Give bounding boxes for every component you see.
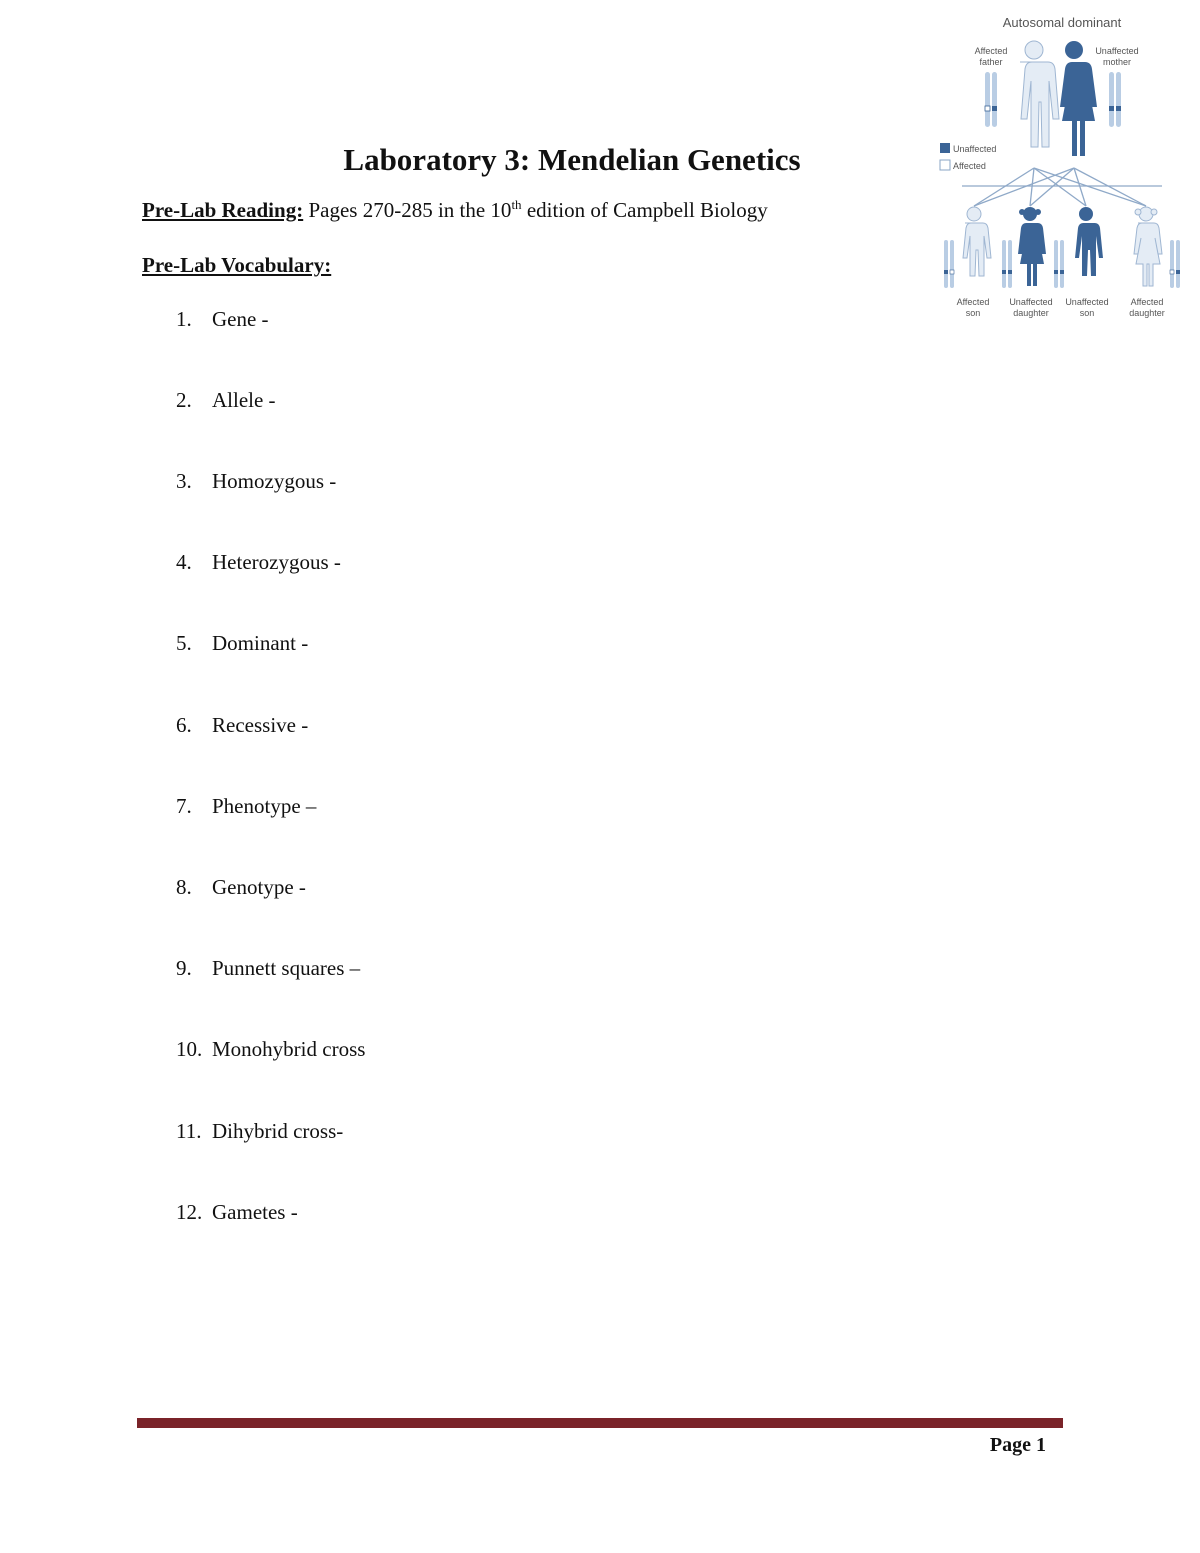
child4-label-line1: Affected: [1130, 297, 1164, 307]
vocab-item: [176, 954, 360, 982]
child4-label-line2: daughter: [1129, 308, 1165, 318]
vocab-item: [176, 305, 269, 333]
vocab-heading: Pre-Lab Vocabulary:: [142, 253, 332, 277]
reading-label: Pre-Lab Reading:: [142, 198, 304, 222]
child3-label-line1: Unaffected: [1065, 297, 1109, 307]
vocab-item: [176, 386, 276, 414]
child2-label-line1: Unaffected: [1009, 297, 1053, 307]
vocab-number: 2.: [176, 388, 192, 412]
vocab-number: 4.: [176, 550, 192, 574]
vocab-item: [176, 792, 316, 820]
vocab-number: 5.: [176, 631, 192, 655]
vocab-item: [176, 711, 308, 739]
vocab-term: Monohybrid cross: [212, 1037, 366, 1061]
vocab-number: 1.: [176, 307, 192, 331]
vocab-term: Heterozygous -: [212, 550, 341, 574]
vocab-item: [176, 873, 306, 901]
vocab-number: 10.: [176, 1037, 203, 1061]
page-title: Laboratory 3: Mendelian Genetics: [343, 142, 801, 177]
father-chromosomes-icon: [985, 72, 997, 127]
vocab-item: [176, 467, 336, 495]
mother-label-line1: Unaffected: [1095, 46, 1139, 56]
vocab-item: [176, 1117, 343, 1145]
father-label-line1: Affected: [974, 46, 1008, 56]
mother-chromosomes-icon: [1109, 72, 1121, 127]
vocab-term: Homozygous -: [212, 469, 337, 493]
father-label-line2: father: [979, 57, 1003, 67]
vocab-term: Genotype -: [212, 875, 306, 899]
vocab-number: 3.: [176, 469, 192, 493]
child1-label-line2: son: [965, 308, 981, 318]
footer-divider: [137, 1418, 1063, 1428]
child3-label-line2: son: [1079, 308, 1095, 318]
vocab-number: 9.: [176, 956, 192, 980]
vocab-term: Dihybrid cross-: [212, 1119, 344, 1143]
unaffected-mother-icon: [1060, 41, 1097, 156]
vocab-term: Gene -: [212, 307, 269, 331]
legend-unaffected-label: Unaffected: [953, 144, 997, 154]
vocab-item: [176, 629, 308, 657]
vocab-term: Phenotype –: [212, 794, 317, 818]
vocab-number: 8.: [176, 875, 192, 899]
vocab-item: [176, 548, 341, 576]
reading-text-before: Pages 270-285 in the 10: [303, 198, 512, 222]
vocab-term: Gametes -: [212, 1200, 298, 1224]
vocab-term: Recessive -: [212, 713, 309, 737]
vocab-item: [176, 1035, 365, 1063]
page-number: Page 1: [989, 1434, 1046, 1456]
child1-label-line1: Affected: [956, 297, 990, 307]
affected-father-icon: [1020, 41, 1059, 147]
reading-superscript: th: [511, 197, 522, 212]
legend-affected-label: Affected: [953, 161, 986, 171]
unaffected-daughter-icon: [1018, 207, 1046, 286]
vocab-number: 6.: [176, 713, 192, 737]
vocab-item: [176, 1198, 298, 1226]
child2-label-line2: daughter: [1013, 308, 1049, 318]
affected-son-icon: [963, 207, 991, 276]
vocab-number: 12.: [176, 1200, 203, 1224]
unaffected-son-icon: [1075, 207, 1103, 276]
affected-daughter-icon: [1134, 207, 1162, 286]
mother-label-line2: mother: [1102, 57, 1132, 67]
reading-text-after: edition of Campbell Biology: [521, 198, 768, 222]
vocab-number: 11.: [176, 1119, 202, 1143]
vocab-term: Punnett squares –: [212, 956, 361, 980]
figure-title: Autosomal dominant: [1002, 15, 1122, 30]
vocab-term: Dominant -: [212, 631, 309, 655]
vocab-term: Allele -: [212, 388, 276, 412]
vocab-number: 7.: [176, 794, 192, 818]
pre-lab-reading: [142, 196, 768, 224]
